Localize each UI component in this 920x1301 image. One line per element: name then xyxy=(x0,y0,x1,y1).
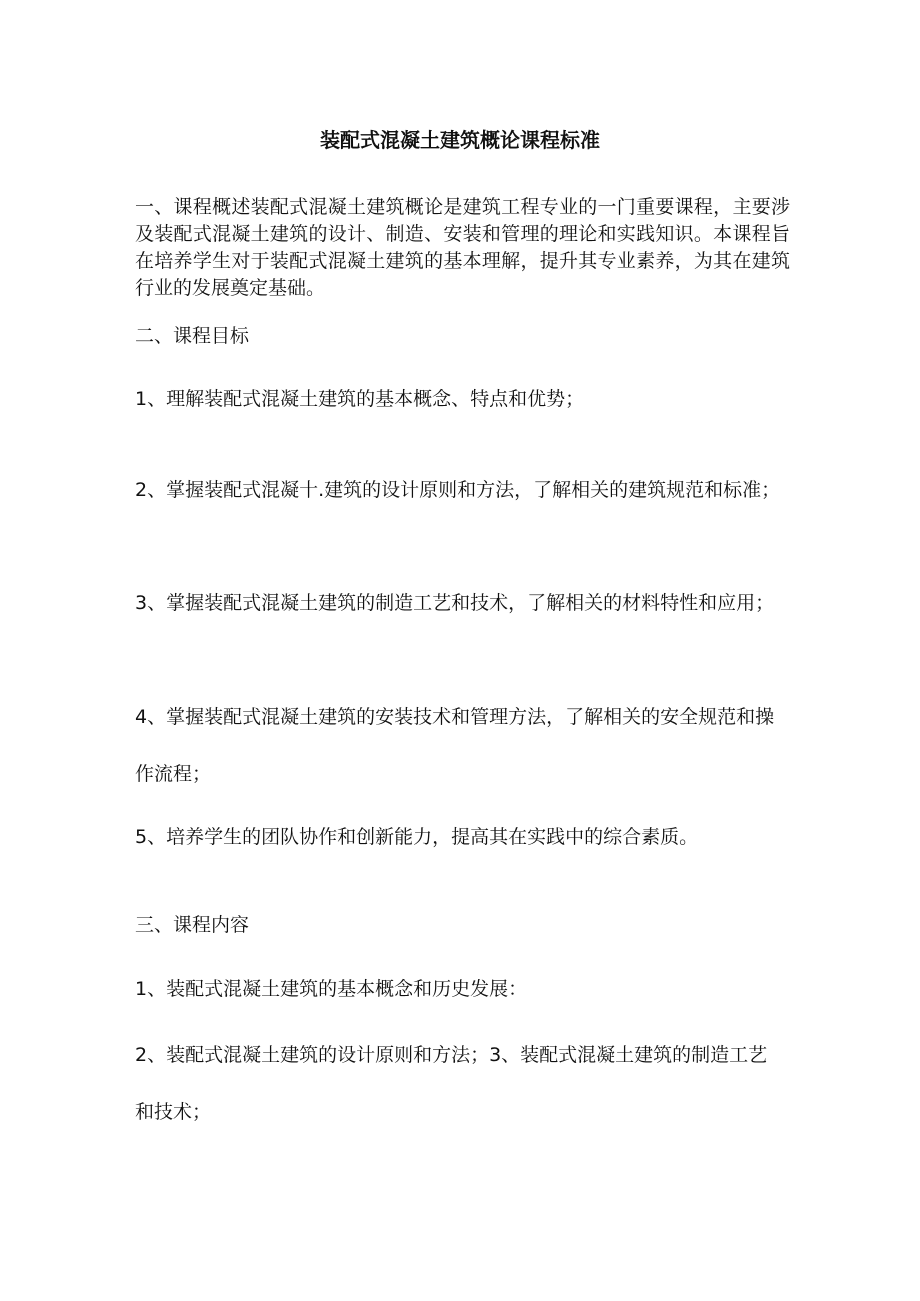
document-title: 装配式混凝土建筑概论课程标准 xyxy=(320,128,600,152)
content-item-1: 1、装配式混凝土建筑的基本概念和历史发展： xyxy=(135,978,528,1000)
content-item-2-3: 2、装配式混凝土建筑的设计原则和方法；3、装配式混凝土建筑的制造工艺和技术； xyxy=(135,1044,768,1123)
goal-item-4: 4、掌握装配式混凝土建筑的安装技术和管理方法，了解相关的安全规范和操作流程； xyxy=(135,706,775,785)
goal-item-1: 1、理解装配式混凝土建筑的基本概念、特点和优势； xyxy=(135,388,585,410)
section-heading-goals: 二、课程目标 xyxy=(135,325,250,347)
goal-item-5: 5、培养学生的团队协作和创新能力，提高其在实践中的综合素质。 xyxy=(135,826,699,848)
course-overview-paragraph: 一、课程概述装配式混凝土建筑概论是建筑工程专业的一门重要课程，主要涉及装配式混凝土建筑的设计、制造、安装和管理的理论和实践知识。本课程旨在培养学生对于装配式混凝土建筑的基本理解，提升其专业素养，为其在建筑行业的发展奠定基础。 xyxy=(135,196,790,299)
goal-item-3: 3、掌握装配式混凝土建筑的制造工艺和技术，了解相关的材料特性和应用； xyxy=(135,592,775,614)
goal-item-2: 2、掌握装配式混凝十.建筑的设计原则和方法，了解相关的建筑规范和标准； xyxy=(135,479,781,501)
section-heading-content: 三、课程内容 xyxy=(135,914,250,936)
